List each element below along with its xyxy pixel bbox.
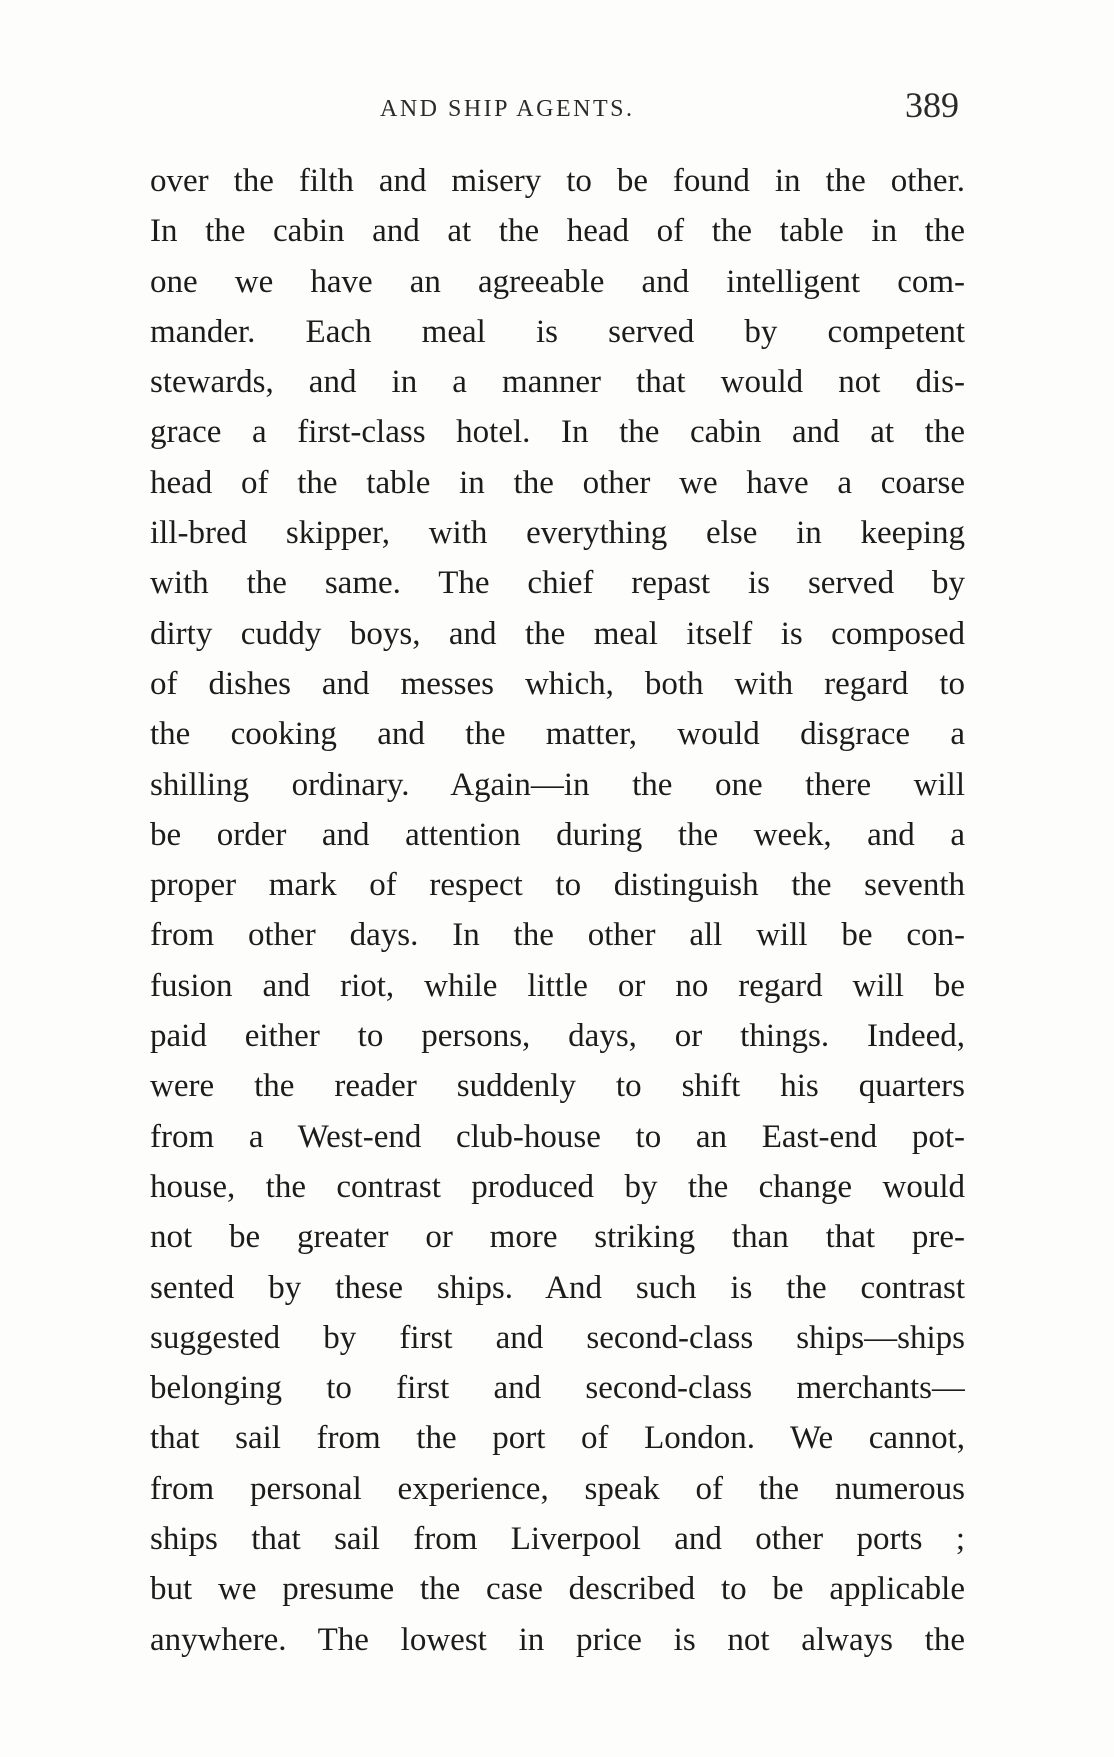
text-line: suggested by first and second-class ships—ships xyxy=(150,1319,965,1356)
text-line: paid either to persons, days, or things. Indeed, xyxy=(150,1018,965,1055)
text-line: sented by these ships. And such is the contrast xyxy=(150,1269,965,1306)
text-line: were the reader suddenly to shift his quarters xyxy=(150,1068,965,1105)
text-line: fusion and riot, while little or no regard will be xyxy=(150,967,965,1004)
text-line: not be greater or more striking than that pre- xyxy=(150,1219,965,1256)
body-text xyxy=(150,156,965,1665)
text-line: but we presume the case described to be applicable xyxy=(150,1571,965,1608)
running-head: AND SHIP AGENTS. xyxy=(380,96,635,122)
text-line: from a West-end club-house to an East-end pot- xyxy=(150,1118,965,1155)
text-line: stewards, and in a manner that would not dis- xyxy=(150,364,965,401)
text-line: the cooking and the matter, would disgrace a xyxy=(150,716,965,753)
text-line: over the filth and misery to be found in the other. xyxy=(150,163,965,199)
text-line: proper mark of respect to distinguish the seventh xyxy=(150,867,965,904)
text-line: of dishes and messes which, both with regard to xyxy=(150,665,965,702)
text-line: anywhere. The lowest in price is not always the xyxy=(150,1621,965,1658)
text-line: shilling ordinary. Again—in the one there will xyxy=(150,766,965,803)
text-line: that sail from the port of London. We cannot, xyxy=(150,1420,965,1457)
text-line: ill-bred skipper, with everything else in keeping xyxy=(150,515,965,552)
text-line: house, the contrast produced by the change would xyxy=(150,1168,965,1205)
text-line: dirty cuddy boys, and the meal itself is composed xyxy=(150,615,965,652)
page-number: 389 xyxy=(905,85,959,125)
text-line: head of the table in the other we have a coarse xyxy=(150,464,965,501)
text-line: one we have an agreeable and intelligent com- xyxy=(150,263,965,300)
text-line: be order and attention during the week, and a xyxy=(150,816,965,853)
text-line: from personal experience, speak of the numerous xyxy=(150,1470,965,1507)
text-line: with the same. The chief repast is served by xyxy=(150,565,965,602)
text-line: grace a first-class hotel. In the cabin and at the xyxy=(150,414,965,451)
text-line: mander. Each meal is served by competent xyxy=(150,313,965,350)
text-line: ships that sail from Liverpool and other ports ; xyxy=(150,1521,965,1558)
text-line: belonging to first and second-class merchants— xyxy=(150,1370,965,1407)
text-line: from other days. In the other all will be con- xyxy=(150,917,965,954)
text-line: In the cabin and at the head of the table in the xyxy=(150,213,965,250)
